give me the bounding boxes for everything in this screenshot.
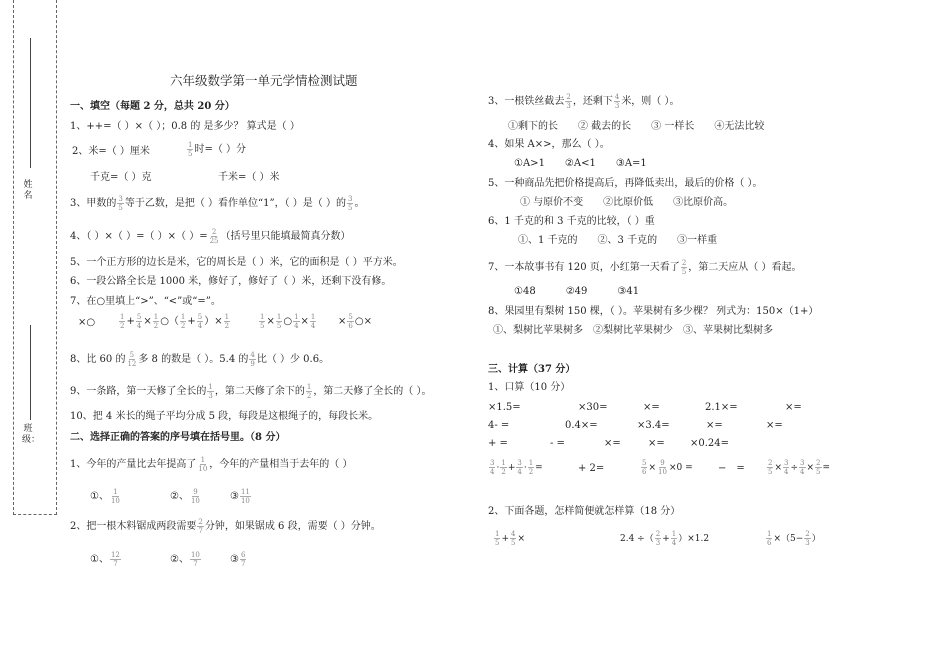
oral-calc-item: ×30= [578,402,608,413]
oral-calc-item: ×= [643,402,660,413]
simplify-calc-3: $\frac{1}{6}$ ×（5− $\frac{2}{3}$ ） [767,530,821,547]
question-1-1: 1、++=（ ）×（ ）；0.8 的 是多少？ 算式是（ ） [70,121,300,132]
oral-calc-title: 1、口算（10 分） [488,382,571,393]
simplify-calc-title: 2、下面各题，怎样简便就怎样算（18 分） [488,506,681,517]
question-1-2a: 2、米=（ ）厘米 [72,146,150,157]
page-title: 六年级数学第一单元学情检测试题 [170,73,358,88]
simplify-calc-1: $\frac{1}{5}$ + $\frac{4}{5}$ × [495,530,526,547]
question-2-2: 2、把一根木料锯成两段需要 $\frac{2}{7}$ 分钟，如果锯成 6 段，需要（ ）分钟。 [70,518,381,535]
oral-calc-item: $\frac{2}{5}$ × $\frac{3}{4}$ ÷ $\frac{3}{4}$ × $\frac{2}{5}$ = [768,459,831,476]
q2-1-option-3: ③ $\frac{11}{10}$ [230,488,250,505]
oral-calc-item: ×= [785,402,802,413]
question-2-3: 3、一根铁丝截去 $\frac{2}{3}$ ，还剩下 $\frac{4}{3}$ 米，则（ ）。 [488,93,680,110]
oral-calc-item: $\frac{3}{4}$ · $\frac{1}{2}$ + $\frac{3}{4}$ · $\frac{1}{2}$ = [490,459,543,476]
oral-calc-item: - = [550,438,565,449]
oral-calc-item: ×= [604,438,621,449]
section2-header: 二、选择正确的答案的序号填在括号里。（8 分） [70,432,286,443]
question-1-6: 6、一段公路全长是 1000 米，修好了，修好了（ ）米，还剩下没有修。 [70,276,392,287]
question-2-7: 7、一本故事书有 120 页，小红第一天看了 $\frac{2}{5}$ ，第二天应从（ ）看起。 [488,259,802,276]
oral-calc-item: $\frac{5}{6}$ × $\frac{9}{10}$ ×0 = [642,459,693,476]
oral-calc-item: ×= [648,438,665,449]
section3-header: 三、计算（37 分） [488,364,576,375]
oral-calc-item: + 2= [578,463,605,474]
q2-2-option-3: ③ $\frac{6}{7}$ [230,551,246,568]
question-1-7: 7、在○里填上“>”、“<”或“=”。 [70,296,221,307]
oral-calc-item: ×= [766,420,783,431]
question-1-2c: 千克=（ ）克 [90,172,152,183]
q2-5-options: ① 与原价不变 ②比原价低 ③比原价高。 [520,197,734,208]
class-label: 班 级： [22,424,41,445]
oral-calc-item: ×3.4= [637,420,670,431]
question-1-10: 10、把 4 米长的绳子平均分成 5 段，每段是这根绳子的，每段长米。 [70,411,379,422]
compare-item-2: $\frac{1}{2}$ + $\frac{5}{4}$ × $\frac{1}{2}$ ○（ $\frac{1}{2}$ + $\frac{5}{4}$ ）× $\frac{1}{2}$ [120,313,230,330]
q2-2-option-2: ②、 $\frac{10}{7}$ [170,551,200,568]
oral-calc-item: − = [718,463,745,474]
compare-item-4: × $\frac{5}{6}$ ○× [338,313,372,330]
class-line [30,325,31,420]
question-1-3: 3、甲数的 $\frac{3}{5}$ 等于乙数，是把（ ）看作单位“1”，（ ）是（ ）的 $\frac{3}{5}$ 。 [70,195,365,212]
question-1-2b: $\frac{1}{5}$ 时=（ ）分 [188,141,247,158]
question-2-4: 4、如果 A×>，那么（ ）。 [488,139,610,150]
q2-4-options: ①A>1 ②A<1 ③A=1 [514,158,647,169]
question-1-9: 9、一条路，第一天修了全长的 $\frac{1}{3}$ ，第二天修了余下的 $\frac{1}{2}$ ，第二天修了全长的（ ）。 [70,383,432,400]
oral-calc-item: ×0.24= [690,438,730,449]
question-1-4: 4、（ ）×（ ）=（ ）×（ ）= $\frac{2}{25}$ （括号里只能填最简真分数） [70,228,351,245]
question-2-1: 1、今年的产量比去年提高了 $\frac{1}{10}$ ，今年的产量相当于去年的（ ） [70,456,353,473]
question-1-5: 5、一个正方形的边长是米，它的周长是（ ）米，它的面积是（ ）平方米。 [70,257,403,268]
question-1-8: 8、比 60 的 $\frac{5}{12}$ 多 8 的数是（ ）。5.4 的 $\frac{4}{9}$ 比（ ）少 0.6。 [70,351,330,368]
question-2-8: 8、果园里有梨树 150 棵，（ ）。苹果树有多少棵？ 列式为：150×（1+） [488,306,819,317]
section1-header: 一、填空（每题 2 分，总共 20 分） [70,101,235,112]
question-2-6: 6、1 千克的和 3 千克的比较，（ ）重 [488,216,655,227]
question-2-5: 5、一种商品先把价格提高后，再降低卖出，最后的价格（ ）。 [488,178,763,189]
q2-8-options: ①、梨树比苹果树多 ②梨树比苹果树少 ③、苹果树比梨树多 [493,325,773,336]
name-line [30,38,31,168]
q2-7-options: ①48 ②49 ③41 [514,286,640,297]
simplify-calc-2: 2.4 ÷（ $\frac{2}{3}$ + $\frac{1}{4}$ ）×1.2 [620,530,710,547]
compare-item-3: $\frac{1}{5}$ × $\frac{1}{5}$ ○ $\frac{1}{4}$ × $\frac{1}{4}$ [260,313,316,330]
q2-1-option-2: ②、 $\frac{9}{10}$ [170,488,200,505]
oral-calc-item: 0.4×= [565,420,598,431]
oral-calc-item: ×= [706,420,723,431]
name-label: 姓 名 [23,180,33,201]
oral-calc-item: + = [488,438,508,449]
oral-calc-item: 4- = [488,420,510,431]
q2-1-option-1: ①、 $\frac{1}{10}$ [90,488,120,505]
oral-calc-item: ×1.5= [488,402,521,413]
q2-3-options: ①剩下的长 ② 截去的长 ③ 一样长 ④无法比较 [508,121,765,132]
question-1-2d: 千米=（ ）米 [218,172,280,183]
q2-2-option-1: ①、 $\frac{12}{7}$ [90,551,120,568]
oral-calc-item: 2.1×= [705,402,738,413]
q2-6-options: ①、1 千克的 ②、3 千克的 ③一样重 [518,235,718,246]
compare-item-1: ×○ [78,317,96,328]
